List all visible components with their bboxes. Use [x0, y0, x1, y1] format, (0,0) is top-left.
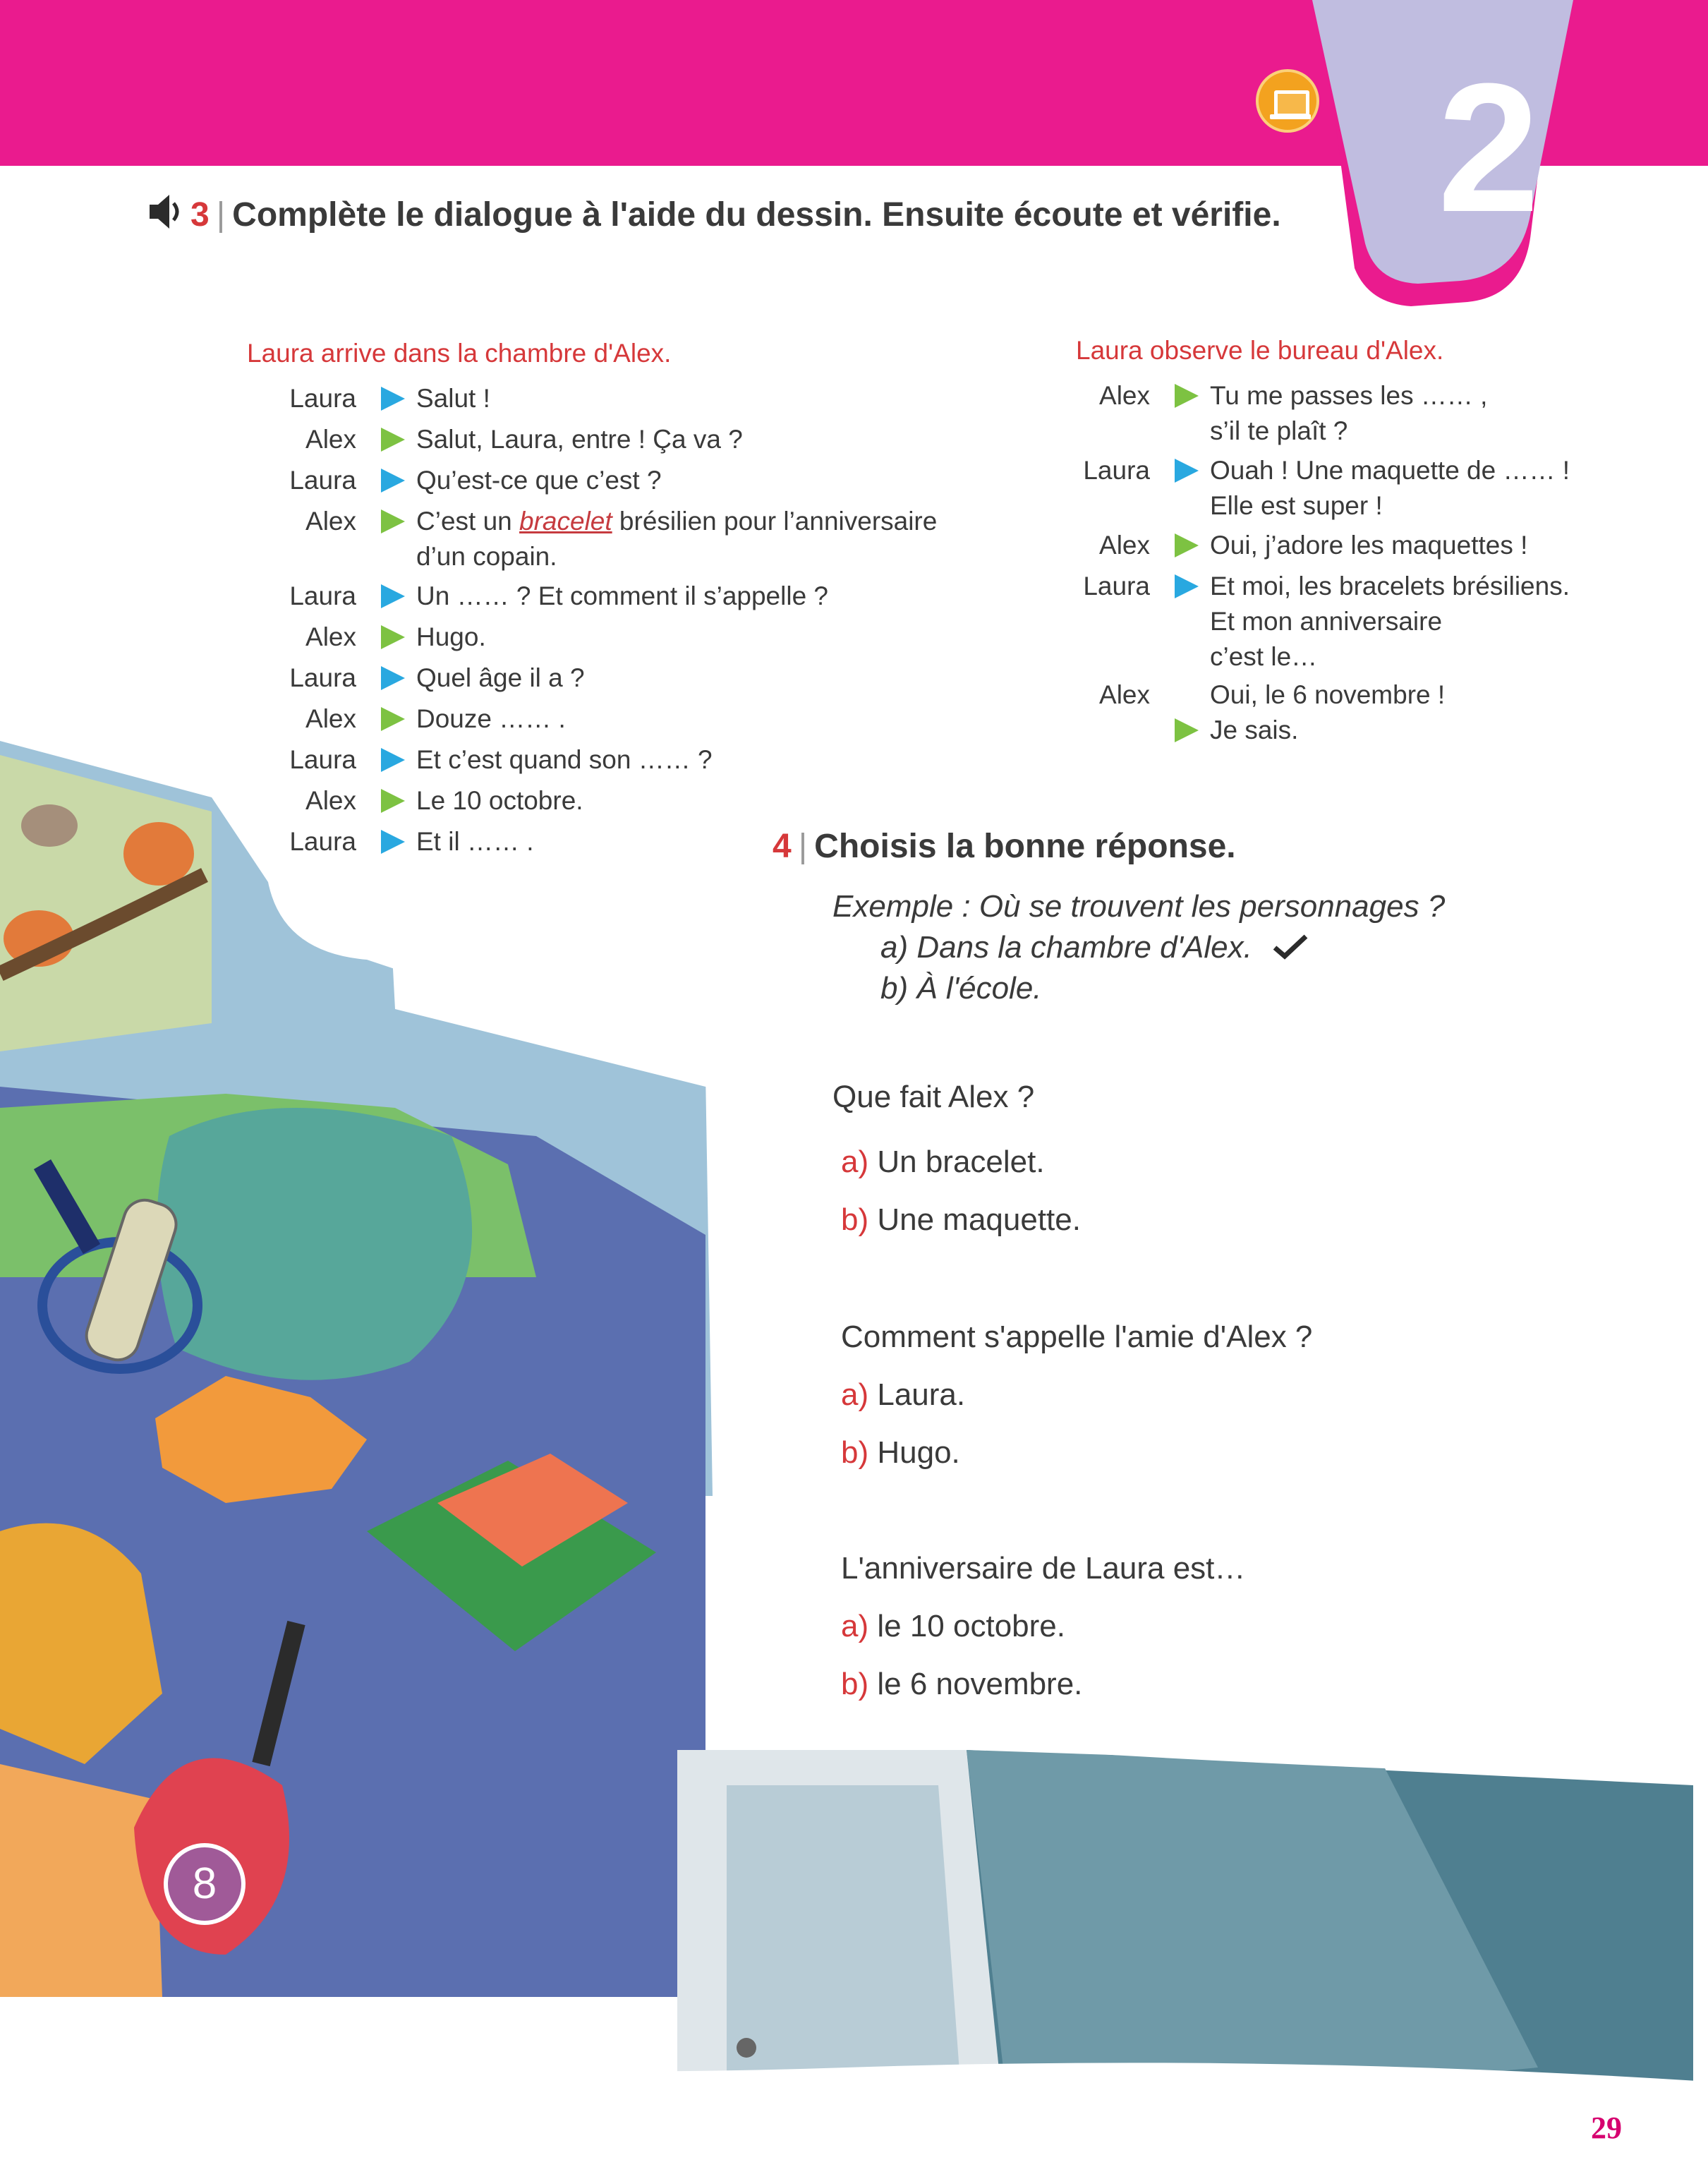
play-arrow-icon [381, 584, 405, 608]
question-3-option-b[interactable] [841, 1667, 1082, 1702]
question-3-option-a[interactable] [841, 1609, 1065, 1644]
pillow [157, 1108, 472, 1380]
example-answer: bracelet [519, 507, 612, 536]
speaker-name: Alex [305, 622, 356, 651]
play-arrow-icon [381, 830, 405, 854]
speaker-name: Laura [1083, 456, 1150, 485]
play-arrow-icon [1175, 459, 1199, 483]
play-arrow-icon [1175, 384, 1199, 408]
speaker-name: Alex [305, 704, 356, 733]
line-text: brésilien pour l’anniversaire [612, 507, 938, 536]
line-text: Et moi, les bracelets brésiliens. [1210, 572, 1570, 600]
line-text: Hugo. [416, 622, 486, 651]
exercise-3-heading [147, 191, 1281, 234]
exercise-instruction: Choisis la bonne réponse. [814, 828, 1236, 865]
line-text: s’il te plaît ? [1210, 416, 1348, 445]
speaker-name: Alex [1099, 381, 1150, 410]
question-2: Comment s'appelle l'amie d'Alex ? [841, 1320, 1313, 1354]
line-text: Salut ! [416, 384, 490, 413]
line-text: Et c’est quand son …… ? [416, 745, 713, 774]
line-text: Je sais. [1210, 716, 1299, 744]
speaker-name: Alex [305, 786, 356, 815]
separator: | [216, 196, 226, 234]
speaker-name: Laura [289, 466, 356, 495]
speaker-name: Alex [1099, 680, 1150, 709]
exercise-4-heading [773, 827, 1236, 866]
question-1-option-b[interactable] [841, 1202, 1081, 1238]
line-text: Elle est super ! [1210, 491, 1383, 520]
option-letter: a) [841, 1145, 869, 1179]
play-arrow-icon [381, 469, 405, 493]
line-text: Quel âge il a ? [416, 663, 585, 692]
option-text: le 6 novembre. [877, 1667, 1083, 1701]
line-text: Un …… ? Et comment il s’appelle ? [416, 581, 829, 610]
line-text: Douze …… . [416, 704, 566, 733]
speaker-name: Alex [305, 507, 356, 536]
line-text: Oui, le 6 novembre ! [1210, 680, 1446, 709]
sticker-number: 8 [164, 1843, 246, 1925]
line-text: Et mon anniversaire [1210, 607, 1443, 636]
play-arrow-icon [381, 666, 405, 690]
play-arrow-icon [381, 789, 405, 813]
option-text: Hugo. [877, 1435, 960, 1470]
option-text: Une maquette. [877, 1202, 1081, 1237]
play-arrow-icon [381, 509, 405, 533]
speaker-name: Laura [289, 827, 356, 856]
line-text: d’un copain. [416, 542, 557, 571]
option-text: le 10 octobre. [877, 1609, 1065, 1643]
speaker-name: Laura [289, 384, 356, 413]
separator: | [798, 828, 808, 865]
line-text: Tu me passes les …… , [1210, 381, 1488, 410]
example-question: Exemple : Où se trouvent les personnages ? [832, 889, 1446, 924]
option-letter: b) [841, 1202, 869, 1237]
play-arrow-icon [381, 707, 405, 731]
unit-number: 2 [1437, 46, 1540, 250]
play-arrow-icon [381, 428, 405, 452]
play-arrow-icon [1175, 574, 1199, 598]
option-letter: b) [841, 1435, 869, 1470]
play-arrow-icon [1175, 533, 1199, 557]
question-2-option-b[interactable] [841, 1435, 960, 1471]
question-1: Que fait Alex ? [832, 1080, 1035, 1114]
speaker-icon[interactable] [147, 191, 186, 233]
scene1-title: Laura arrive dans la chambre d'Alex. [247, 339, 672, 368]
option-text: Un bracelet. [877, 1145, 1045, 1179]
line-text: Oui, j’adore les maquettes ! [1210, 531, 1528, 560]
line-text: Qu’est-ce que c’est ? [416, 466, 662, 495]
speaker-name: Alex [305, 425, 356, 454]
play-arrow-icon [381, 748, 405, 772]
option-text: Laura. [877, 1377, 966, 1412]
question-2-option-a[interactable] [841, 1377, 965, 1413]
question-3: L'anniversaire de Laura est… [841, 1551, 1246, 1586]
option-letter: b) [841, 1667, 869, 1701]
screen-icon[interactable] [1256, 69, 1319, 133]
option-letter: a) [841, 1609, 869, 1643]
line-text: Le 10 octobre. [416, 786, 583, 815]
example-option-b: b) À l'école. [880, 971, 1042, 1006]
line-text: Et il …… . [416, 827, 534, 856]
line-text: C’est un [416, 507, 520, 536]
play-arrow-icon [381, 625, 405, 649]
speaker-name: Laura [289, 745, 356, 774]
checkmark-icon [1272, 932, 1309, 960]
speaker-name: Laura [289, 581, 356, 610]
scene2-title: Laura observe le bureau d'Alex. [1076, 336, 1444, 365]
question-1-option-a[interactable] [841, 1145, 1045, 1180]
exercise-number: 4 [773, 828, 792, 865]
speaker-name: Laura [1083, 572, 1150, 600]
line-text: Salut, Laura, entre ! Ça va ? [416, 425, 743, 454]
play-arrow-icon [381, 387, 405, 411]
exercise-instruction: Complète le dialogue à l'aide du dessin. Ensuite écoute et vérifie. [232, 196, 1281, 234]
speaker-name: Alex [1099, 531, 1150, 560]
line-text: Ouah ! Une maquette de …… ! [1210, 456, 1570, 485]
option-text: a) Dans la chambre d'Alex. [880, 930, 1252, 965]
play-arrow-icon [1175, 718, 1199, 742]
page-number: 29 [1591, 2111, 1622, 2145]
speaker-name: Laura [289, 663, 356, 692]
option-letter: a) [841, 1377, 869, 1412]
line-text: c’est le… [1210, 642, 1318, 671]
exercise-number: 3 [190, 196, 210, 234]
example-option-a [880, 930, 1309, 965]
